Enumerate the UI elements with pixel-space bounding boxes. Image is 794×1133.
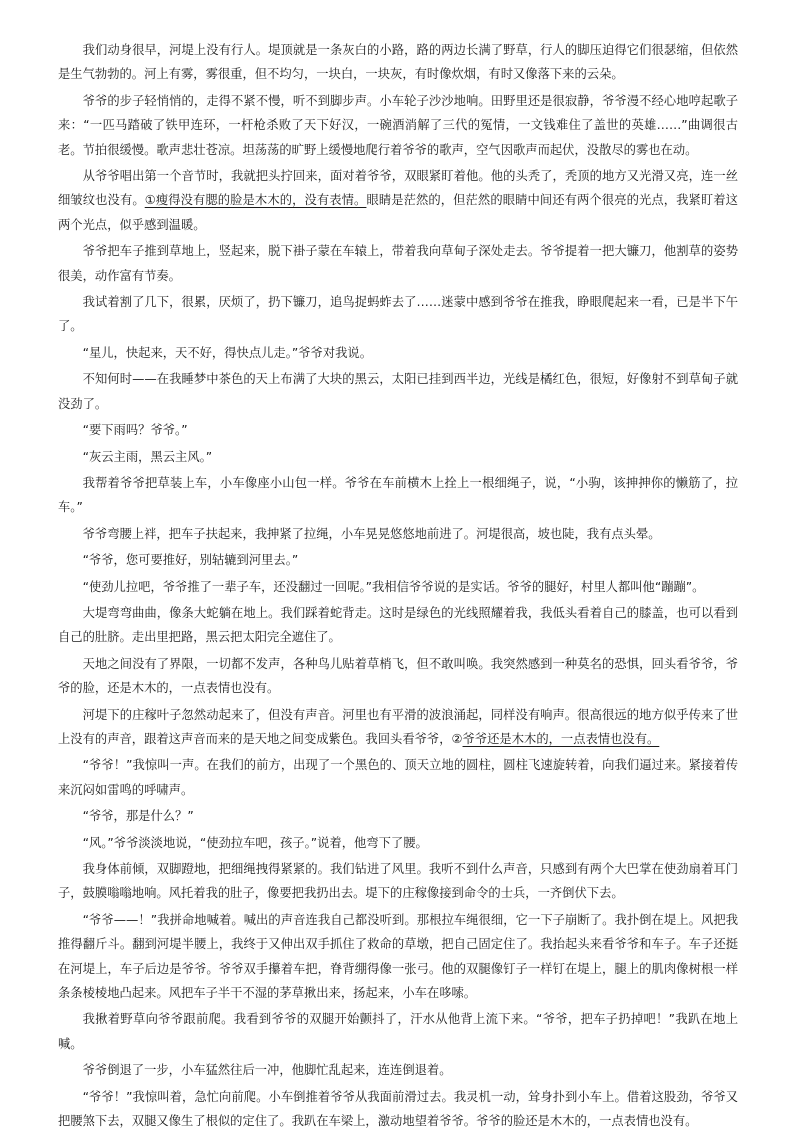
paragraph	[58, 804, 738, 828]
text-run: “星儿，快起来，天不好，得快点儿走。”爷爷对我说。	[82, 345, 373, 360]
text-run: 眼睛是茫然的，但茫然的眼睛中间还有两个很亮的光点，我紧盯着这两个光点，似乎感到温暖。	[58, 193, 738, 232]
text-run: 我身体前倾，双脚蹬地，把细绳拽得紧紧的。我们钻进了风里。我听不到什么声音，只感到有两个大巴掌在使劲扇着耳门子，鼓膜嗡嗡地响。风托着我的肚子，像要把我扔出去。堤下的庄稼像接到命令的士兵，一齐倒伏下去。	[58, 862, 738, 901]
text-run: “要下雨吗？爷爷。”	[82, 423, 188, 438]
paragraph	[58, 857, 738, 906]
paragraph	[58, 1058, 738, 1082]
text-run: 从爷爷唱出第一个音节时，我就把头拧回来，面对着爷爷，双眼紧盯着他。他的头秃了，秃顶的地方又光滑又亮，连一丝细皱纹也没有。	[58, 169, 738, 208]
text-run: 我帮着爷爷把草装上车，小车像座小山包一样。爷爷在车前横木上拴上一根细绳子，说，“小驹，该抻抻你的懒筋了，拉车。”	[58, 475, 738, 515]
text-run: 爷爷的步子轻悄悄的，走得不紧不慢，听不到脚步声。小车轮子沙沙地响。田野里还是很寂静，爷爷漫不经心地哼起歌子来：“一匹马踏破了铁甲连环，一杆枪杀败了天下好汉，一碗酒消解了三代的冤情，一文钱难住了盖世的英雄……”曲调很古老。节拍很缓慢。歌声悲壮苍凉。坦荡荡的旷野上缓慢地爬行着爷爷的歌声，空气因歌声而起伏，没散尽的雾也在动。	[58, 93, 738, 157]
paragraph	[58, 239, 738, 288]
paragraph	[58, 1085, 738, 1133]
paragraph	[58, 831, 738, 855]
paragraph	[58, 445, 738, 469]
paragraph	[58, 753, 738, 802]
paragraph	[58, 1007, 738, 1056]
paragraph	[58, 164, 738, 237]
text-run: “灰云主雨，黑云主风。”	[82, 449, 213, 464]
paragraph	[58, 471, 738, 520]
text-run: 河堤下的庄稼叶子忽然动起来了，但没有声音。河里也有平滑的波浪涌起，同样没有响声。很高很远的地方似乎传来了世上没有的声音，跟着这声音而来的是天地之间变成紫色。我回头看爷爷，②	[58, 707, 738, 746]
underlined-sentence: ①瘦得没有腮的脸是木木的，没有表情。	[144, 193, 367, 208]
text-run: “使劲儿拉吧，爷爷推了一辈子车，还没翻过一回呢。”我相信爷爷说的是实话。爷爷的腿好，村里人都叫他“蹦蹦”。	[82, 579, 705, 594]
paragraph	[58, 522, 738, 546]
paragraph	[58, 89, 738, 162]
paragraph	[58, 418, 738, 442]
text-run: 我试着割了几下，很累，厌烦了，扔下镰刀，追鸟捉蚂蚱去了……迷蒙中感到爷爷在推我，睁眼爬起来一看，已是半下午了。	[58, 295, 738, 334]
text-run: 不知何时——在我睡梦中茶色的天上布满了大块的黑云，太阳已挂到西半边，光线是橘红色，很短，好像射不到草甸子就没劲了。	[58, 372, 738, 411]
text-run: 爷爷把车子推到草地上，竖起来，脱下褂子蒙在车辕上，带着我向草甸子深处走去。爷爷提着一把大镰刀，他割草的姿势很美，动作富有节奏。	[58, 244, 738, 283]
paragraph	[58, 38, 738, 87]
text-run: 爷爷弯腰上袢，把车子扶起来，我抻紧了拉绳，小车晃晃悠悠地前进了。河堤很高，坡也陡，我有点头晕。	[82, 526, 661, 541]
text-run: “爷爷！”我惊叫一声。在我们的前方，出现了一个黑色的、顶天立地的圆柱，圆柱飞速旋转着，向我们逼过来。紧接着传来沉闷如雷鸣的呼啸声。	[58, 758, 738, 797]
paragraph	[58, 367, 738, 416]
paragraph	[58, 703, 738, 752]
paragraph	[58, 575, 738, 599]
paragraph	[58, 341, 738, 365]
text-run: “爷爷，那是什么？”	[82, 809, 194, 824]
text-run: 我们动身很早，河堤上没有行人。堤顶就是一条灰白的小路，路的两边长满了野草，行人的脚压迫得它们很瑟缩，但依然是生气勃勃的。河上有雾，雾很重，但不均匀，一块白，一块灰，有时像炊烟，有时又像落下来的云朵。	[58, 43, 738, 82]
paragraph	[58, 652, 738, 701]
text-run: 天地之间没有了界限，一切都不发声，各种鸟儿贴着草梢飞，但不敢叫唤。我突然感到一种莫名的恐惧，回头看爷爷，爷爷的脸，还是木木的，一点表情也没有。	[58, 656, 738, 696]
paragraph	[58, 290, 738, 339]
paragraph	[58, 908, 738, 1006]
text-run: 我揪着野草向爷爷跟前爬。我看到爷爷的双腿开始颤抖了，汗水从他背上流下来。“爷爷，把车子扔掉吧！”我趴在地上喊。	[58, 1012, 738, 1051]
text-run: 大堤弯弯曲曲，像条大蛇躺在地上。我们踩着蛇背走。这时是绿色的光线照耀着我，我低头看着自己的膝盖，也可以看到自己的肚脐。走出里把路，黑云把太阳完全遮住了。	[58, 605, 738, 645]
text-run: “风。”爷爷淡淡地说，“使劲拉车吧，孩子。”说着，他弯下了腰。	[82, 835, 428, 850]
text-run: 爷爷倒退了一步，小车猛然往后一冲，他脚忙乱起来，连连倒退着。	[82, 1063, 452, 1078]
text-run: “爷爷，您可要推好，别轱辘到河里去。”	[82, 553, 299, 568]
text-run: “爷爷！”我惊叫着，急忙向前爬。小车倒推着爷爷从我面前滑过去。我灵机一动，耸身扑到小车上。借着这股劲，爷爷又把腰煞下去，双腿又像生了根似的定住了。我趴在车梁上，激动地望着爷爷。爷爷的脸还是木木的，一点表情也没有。	[58, 1089, 738, 1129]
paragraph	[58, 601, 738, 650]
text-run: “爷爷——！”我拼命地喊着。喊出的声音连我自己都没听到。那根拉车绳很细，它一下子崩断了。我扑倒在堤上。风把我推得翻斤斗。翻到河堤半腰上，我终于又伸出双手抓住了救命的草墩，把自己固定住了。我抬起头来看爷爷和车子。车子还挺在河堤上，车子后边是爷爷。爷爷双手攥着车把，脊背绷得像一张弓。他的双腿像钉子一样钉在堤上，腿上的肌肉像树根一样条条棱棱地凸起来。风把车子半干不湿的茅草揪出来，扬起来，小车在哆嗦。	[58, 912, 738, 1001]
underlined-sentence: 爷爷还是木木的，一点表情也没有。	[462, 731, 660, 746]
paragraph	[58, 548, 738, 572]
